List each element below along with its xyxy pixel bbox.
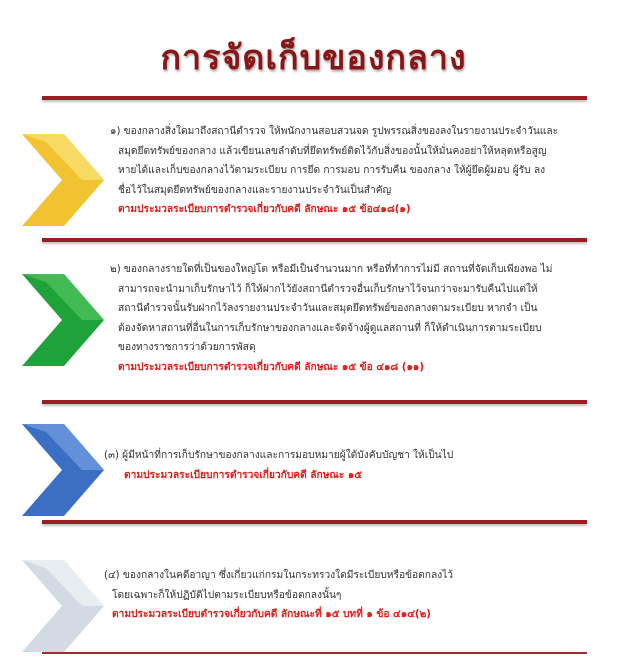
item-line: (๓) ผู้มีหน้าที่การเก็บรักษาของกลางและการมอบหมายผู้ใต้บังคับบัญชา ให้เป็นไป	[104, 450, 454, 461]
item-line: ๑) ของกลางสิ่งใดมาถึงสถานีตำรวจ ให้พนักงานสอบสวนจด รูปพรรณสิ่งของลงในรายงานประจำวันและ	[110, 126, 559, 137]
grey-chevron-icon	[22, 560, 104, 652]
item-reference: ตามประมวลระเบียบการตำรวจเกี่ยวกับคดี ลักษณะ ๑๕ ข้อ๔๑๘(๑)	[118, 204, 411, 215]
item-reference: ตามประมวลระเบียบตำรวจเกี่ยวกับคดี ลักษณะที่ ๑๕ บทที่ ๑ ข้อ ๔๑๔(๒)	[112, 609, 431, 620]
item-reference: ตามประมวลระเบียบการตำรวจเกี่ยวกับคดี ลักษณะ ๑๕	[124, 469, 363, 481]
list-item	[110, 122, 580, 220]
item-line: โดยเฉพาะก็ให้ปฏิบัติไปตามระเบียบหรือข้อตกลงนั้นๆ	[112, 589, 342, 601]
item-line: ชื่อไว้ในสมุดยึดทรัพย์ของกลางและรายงานประจำวันเป็นสำคัญ	[118, 184, 392, 196]
divider	[42, 652, 587, 654]
item-line: ของทางราชการว่าด้วยการพัสดุ	[118, 342, 256, 353]
item-line: สมุดยึดทรัพย์ของกลาง แล้วเขียนเลขลำดับที่ยึดทรัพย์ติดไว้กับสิ่งของนั้นให้มั่นคงอย่าให้หลุดหรือสูญ	[118, 145, 547, 157]
item-line: สามารถจะนำมาเก็บรักษาไว้ ก็ให้ฝากไว้ยังสถานีตำรวจอื่นเก็บรักษาไว้จนกว่าจะมารับคืนไปแต่ให้	[118, 283, 538, 295]
list-item	[104, 566, 574, 625]
green-chevron-icon	[22, 274, 104, 366]
list-item	[110, 260, 580, 377]
item-line: ๒) ของกลางรายใดที่เป็นของใหญ่โต หรือมีเป็นจำนวนมาก หรือที่ทำการไม่มี สถานที่จัดเก็บเพียงพอ ไม่	[110, 264, 553, 275]
page-title: การจัดเก็บของกลาง	[160, 38, 467, 78]
blue-chevron-icon	[22, 424, 104, 516]
list-item	[104, 446, 574, 485]
item-line: หายได้และเก็บของกลางไว้ตามระเบียบ การยึด การมอบ การรับคืน ของกลาง ให้ผู้ยึดผู้มอบ ผู้รับ ลง	[118, 165, 546, 176]
divider	[42, 520, 587, 524]
item-line: (๔) ของกลางในคดีอาญา ซึ่งเกี่ยวแก่กรมในกระทรวงใดมีระเบียบหรือข้อตกลงไว้	[104, 570, 454, 581]
divider	[42, 400, 587, 404]
item-line: ต้องจัดหาสถานที่อื่นในการเก็บรักษาของกลางและจัดจ้างผู้ดูแลสถานที่ ก็ให้ดำเนินการตามระเบียบ	[118, 322, 542, 334]
item-reference: ตามประมวลระเบียบการตำรวจเกี่ยวกับคดี ลักษณะ ๑๕ ข้อ ๔๑๘ (๑๑)	[118, 361, 425, 373]
item-line: สถานีตำรวจนั้นรับฝากไว้ลงรายงานประจำวันและสมุดยึดทรัพย์ของกลางตามระเบียบ หากจำ เป็น	[118, 303, 538, 314]
divider	[42, 96, 587, 100]
divider	[42, 238, 587, 242]
yellow-chevron-icon	[22, 134, 104, 226]
